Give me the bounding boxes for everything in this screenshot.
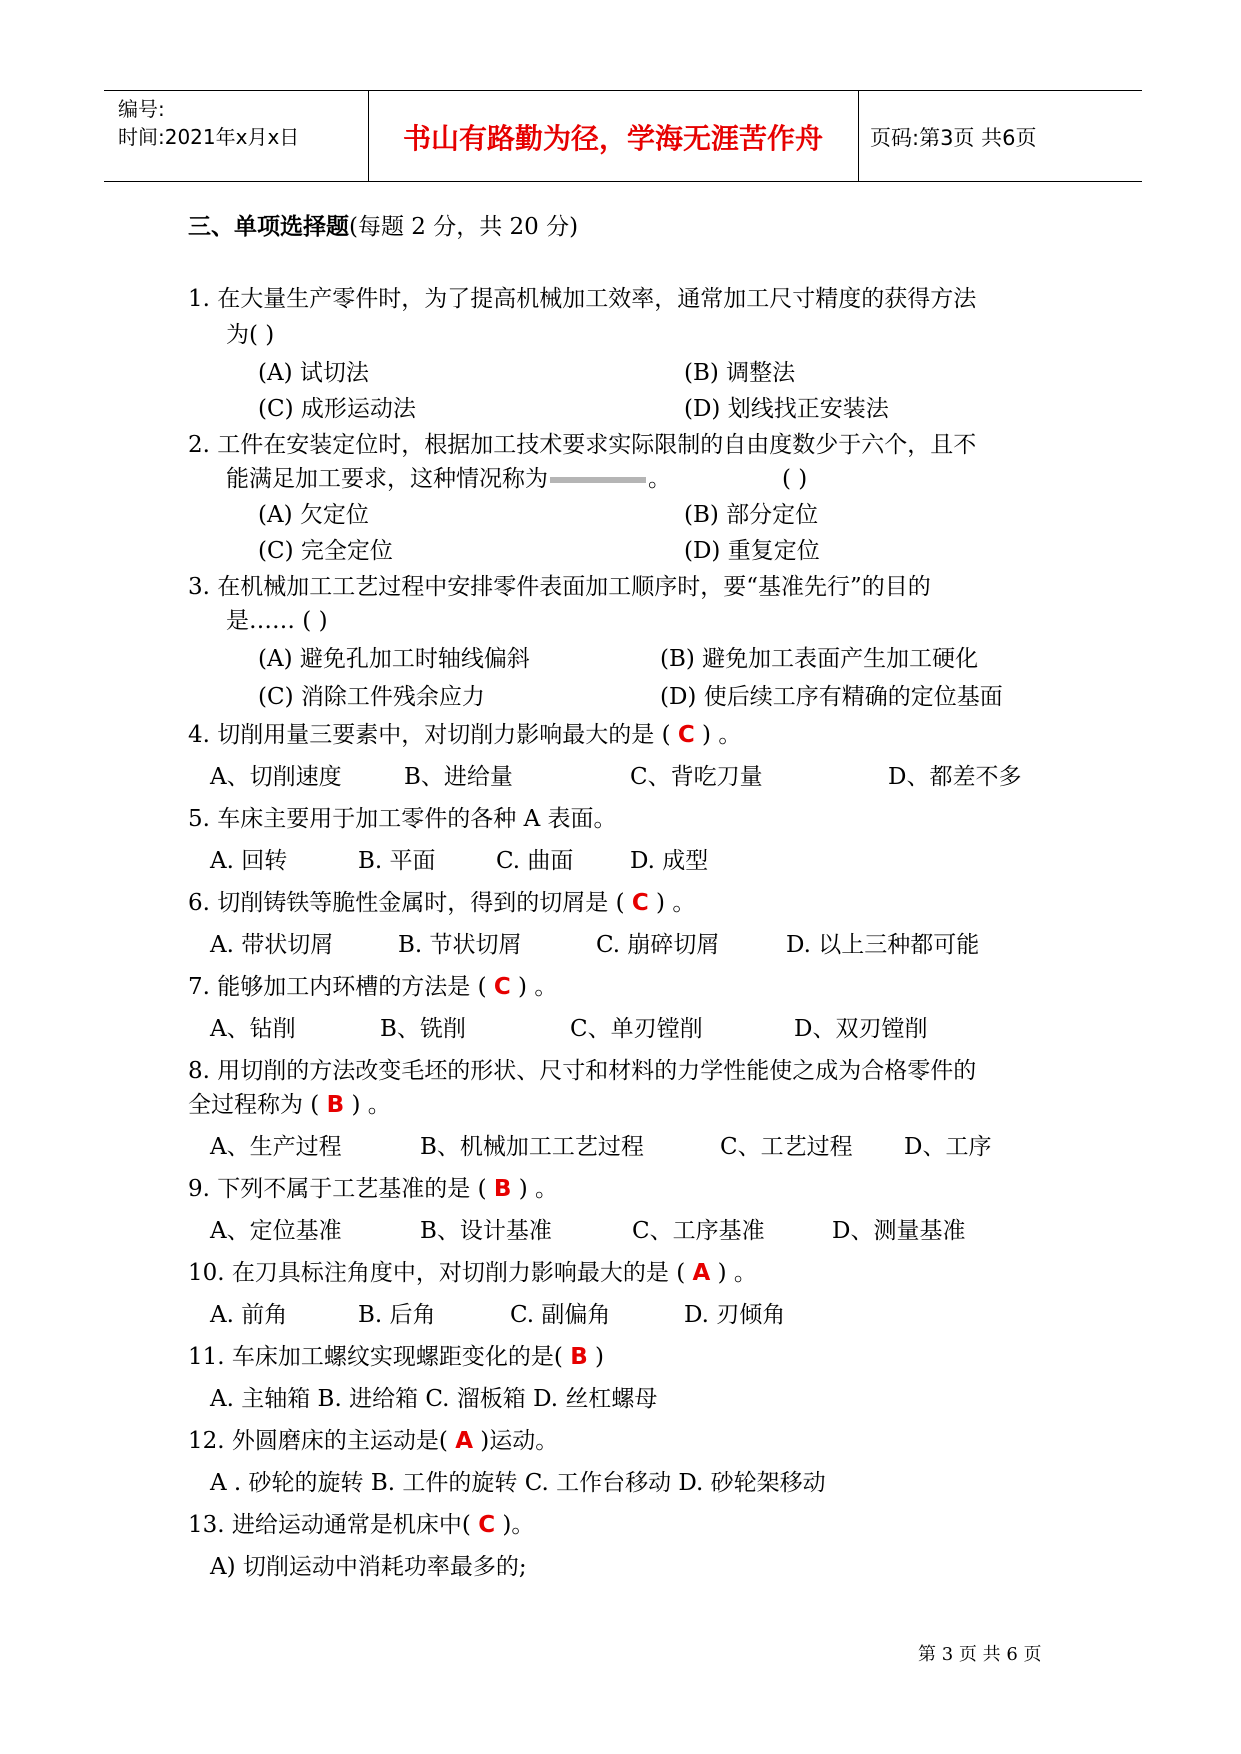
question-8-stem-line-1: 8. 用切削的方法改变毛坯的形状、尺寸和材料的力学性能使之成为合格零件的 [188, 1058, 977, 1084]
question-11-options: A. 主轴箱 B. 进给箱 C. 溜板箱 D. 丝杠螺母 [210, 1386, 658, 1412]
question-13-answer: C [478, 1512, 496, 1538]
section-note: (每题 2 分，共 20 分) [349, 214, 579, 240]
question-7-option-a: A、钻削 [210, 1016, 296, 1042]
section-title: 三、单项选择题 [188, 214, 349, 240]
question-10-answer: A [692, 1260, 711, 1286]
question-10-stem [188, 1258, 757, 1288]
question-6-option-d: D. 以上三种都可能 [786, 932, 980, 958]
question-9-answer: B [493, 1176, 512, 1202]
question-3-stem-line-1: 3. 在机械加工工艺过程中安排零件表面加工顺序时，要“基准先行”的目的 [188, 574, 931, 600]
question-7-answer: C [493, 974, 511, 1000]
question-4-option-c: C、背吃刀量 [630, 764, 763, 790]
question-5-answer: A [523, 806, 541, 832]
section-heading [188, 212, 578, 242]
question-10-option-d: D. 刃倾角 [684, 1302, 786, 1328]
page-header [104, 90, 1142, 182]
page-footer: 第 3 页 共 6 页 [918, 1644, 1042, 1665]
question-4-answer: C [677, 722, 695, 748]
question-5-text-end: 表面。 [540, 806, 617, 832]
question-2-stem-text: 能满足加工要求，这种情况称为 [226, 466, 548, 492]
header-page-info: 页码:第3页 共6页 [870, 126, 1037, 150]
header-number-label: 编号: [118, 97, 165, 121]
question-12-text: 12. 外圆磨床的主运动是( [188, 1428, 456, 1454]
question-7-option-b: B、铣削 [380, 1016, 466, 1042]
header-meta [118, 95, 299, 151]
question-11-answer: B [570, 1344, 588, 1370]
question-9-text: 9. 下列不属于工艺基准的是 ( [188, 1176, 494, 1202]
question-4-option-b: B、进给量 [404, 764, 513, 790]
question-13-option-a: A) 切削运动中消耗功率最多的; [210, 1554, 527, 1580]
question-9-option-d: D、测量基准 [832, 1218, 966, 1244]
question-2-option-a: (A) 欠定位 [258, 502, 369, 528]
question-6-option-a: A. 带状切屑 [210, 932, 334, 958]
question-6-answer: C [631, 890, 649, 916]
question-2-stem-line-1: 2. 工件在安装定位时，根据加工技术要求实际限制的自由度数少于六个，且不 [188, 432, 977, 458]
fill-in-blank [550, 477, 646, 483]
question-10-text-end: ) 。 [710, 1260, 757, 1286]
question-9-stem [188, 1174, 558, 1204]
question-3-option-c: (C) 消除工件残余应力 [258, 684, 485, 710]
question-5-option-a: A. 回转 [210, 848, 288, 874]
question-2-answer-parens: ( ) [782, 466, 808, 492]
question-6-option-c: C. 崩碎切屑 [596, 932, 720, 958]
question-8-option-c: C、工艺过程 [720, 1134, 853, 1160]
question-8-answer: B [326, 1092, 345, 1118]
question-2-stem-line-2 [226, 464, 671, 494]
question-1-option-a: (A) 试切法 [258, 360, 369, 386]
question-5-option-b: B. 平面 [358, 848, 436, 874]
header-motto: 书山有路勤为径，学海无涯苦作舟 [402, 122, 823, 155]
question-3-option-b: (B) 避免加工表面产生加工硬化 [660, 646, 979, 672]
question-4-text: 4. 切削用量三要素中，对切削力影响最大的是 ( [188, 722, 678, 748]
question-6-stem [188, 888, 695, 918]
question-11-text-end: ) [587, 1344, 605, 1370]
question-2-option-d: (D) 重复定位 [684, 538, 820, 564]
question-6-text-end: ) 。 [648, 890, 696, 916]
question-3-option-a: (A) 避免孔加工时轴线偏斜 [258, 646, 530, 672]
header-divider [858, 91, 859, 181]
question-4-option-d: D、都差不多 [888, 764, 1022, 790]
question-12-answer: A [455, 1428, 473, 1454]
question-13-stem [188, 1510, 534, 1540]
question-11-text: 11. 车床加工螺纹实现螺距变化的是( [188, 1344, 571, 1370]
question-5-option-d: D. 成型 [630, 848, 709, 874]
question-8-option-a: A、生产过程 [210, 1134, 342, 1160]
question-10-text: 10. 在刀具标注角度中，对切削力影响最大的是 ( [188, 1260, 693, 1286]
question-5-text: 5. 车床主要用于加工零件的各种 [188, 806, 524, 832]
question-2-option-c: (C) 完全定位 [258, 538, 393, 564]
question-9-option-c: C、工序基准 [632, 1218, 765, 1244]
question-2-stem-end: 。 [648, 466, 671, 492]
question-1-stem-line-2: 为( ) [226, 322, 275, 348]
question-8-text-end: ) 。 [344, 1092, 391, 1118]
question-6-option-b: B. 节状切屑 [398, 932, 522, 958]
question-9-option-a: A、定位基准 [210, 1218, 342, 1244]
question-4-text-end: ) 。 [694, 722, 742, 748]
question-12-text-end: )运动。 [473, 1428, 559, 1454]
question-8-option-b: B、机械加工工艺过程 [420, 1134, 644, 1160]
question-2-option-b: (B) 部分定位 [684, 502, 819, 528]
question-9-text-end: ) 。 [511, 1176, 558, 1202]
question-4-option-a: A、切削速度 [210, 764, 342, 790]
question-7-option-c: C、单刃镗削 [570, 1016, 703, 1042]
question-13-text-end: )。 [495, 1512, 535, 1538]
question-7-text: 7. 能够加工内环槽的方法是 ( [188, 974, 494, 1000]
question-5-stem [188, 804, 617, 834]
question-7-stem [188, 972, 557, 1002]
header-time-label: 时间:2021年x月x日 [118, 125, 300, 149]
question-13-text: 13. 进给运动通常是机床中( [188, 1512, 479, 1538]
question-1-option-b: (B) 调整法 [684, 360, 796, 386]
question-1-stem-line-1: 1. 在大量生产零件时，为了提高机械加工效率，通常加工尺寸精度的获得方法 [188, 286, 977, 312]
question-3-stem-line-2: 是…… ( ) [226, 608, 328, 634]
question-8-stem-line-2 [188, 1090, 391, 1120]
question-5-option-c: C. 曲面 [496, 848, 574, 874]
question-12-options: A . 砂轮的旋转 B. 工件的旋转 C. 工作台移动 D. 砂轮架移动 [210, 1470, 826, 1496]
question-1-option-d: (D) 划线找正安装法 [684, 396, 889, 422]
question-10-option-b: B. 后角 [358, 1302, 436, 1328]
question-6-text: 6. 切削铸铁等脆性金属时，得到的切屑是 ( [188, 890, 632, 916]
question-9-option-b: B、设计基准 [420, 1218, 552, 1244]
question-11-stem [188, 1342, 604, 1372]
question-10-option-c: C. 副偏角 [510, 1302, 611, 1328]
question-8-text: 全过程称为 ( [188, 1092, 327, 1118]
question-12-stem [188, 1426, 558, 1456]
question-1-option-c: (C) 成形运动法 [258, 396, 416, 422]
question-10-option-a: A. 前角 [210, 1302, 288, 1328]
question-4-stem [188, 720, 741, 750]
question-8-option-d: D、工序 [904, 1134, 992, 1160]
question-3-option-d: (D) 使后续工序有精确的定位基面 [660, 684, 1003, 710]
question-7-text-end: ) 。 [510, 974, 558, 1000]
question-7-option-d: D、双刃镗削 [794, 1016, 928, 1042]
